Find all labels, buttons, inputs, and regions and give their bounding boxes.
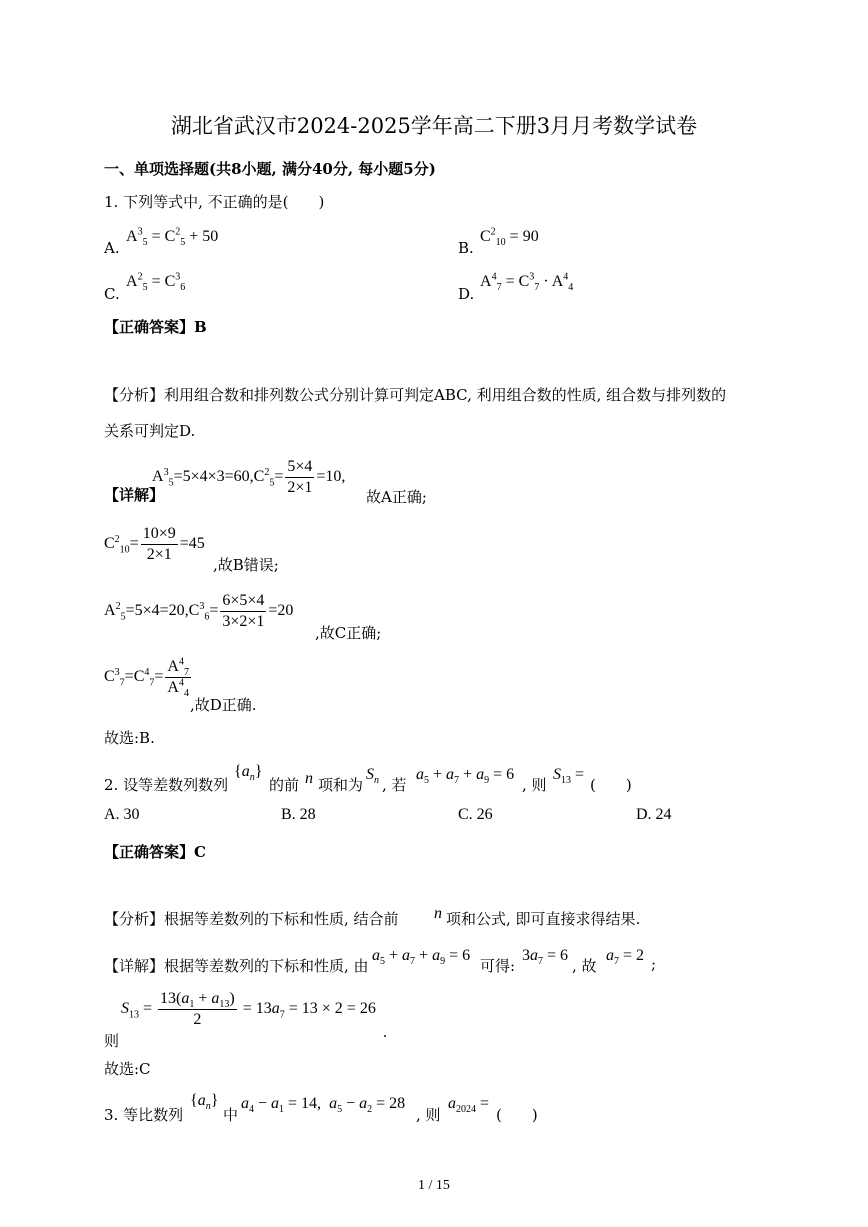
q1-choose: 故选:B. bbox=[104, 729, 155, 747]
q3-stem-condition: $a_4 - a_1 = 14$, $a_5 - a_2 = 28$ bbox=[241, 1095, 406, 1116]
q2-stem-s13: $S_{13}$ = bbox=[553, 766, 585, 787]
q2-stem-condition: $a_5 + a_7 + a_9 = 6$ bbox=[416, 766, 515, 787]
q2-analysis-part-b: 项和公式, 即可直接求得结果. bbox=[446, 910, 641, 928]
q2-analysis-part-a: 【分析】根据等差数列的下标和性质, 结合前 bbox=[104, 910, 399, 928]
q3-stem-part-d: ( ) bbox=[496, 1106, 538, 1124]
q2-option-a: A. 30 bbox=[104, 806, 140, 823]
q2-stem-seq: $\{a_n\}$ bbox=[234, 763, 263, 784]
q1-option-c-label: C. bbox=[104, 285, 120, 303]
q1-analysis-line1: 【分析】利用组合数和排列数公式分别计算可判定ABC, 利用组合数的性质, 组合数与排列数的 bbox=[104, 386, 727, 404]
q1-answer: 【正确答案】B bbox=[104, 318, 207, 336]
q1-detail-1-tail: 故A正确; bbox=[366, 488, 427, 506]
q1-detail-label: 【详解】 bbox=[104, 486, 165, 504]
q2-choose: 故选:C bbox=[104, 1060, 151, 1078]
q1-stem: 1. 下列等式中, 不正确的是( ) bbox=[104, 193, 325, 211]
q1-detail-formula-2: $C^2_{10}=$ $\frac{10\times 9}{2\times 1}$ =45 bbox=[104, 525, 205, 563]
q2-sum-formula: $S_{13}$ = $\frac{13(a_1 + a_{13})}{2}$ = $13a_7 = 13 \times 2 = 26$ bbox=[121, 990, 376, 1028]
q1-detail-formula-1: $A^3_5=5\times 4\times 3=60,C^2_5=$ $\frac{5\times 4}{2\times 1}$ =10, bbox=[152, 458, 346, 496]
q1-detail-3-tail: ,故C正确; bbox=[315, 624, 382, 642]
q1-option-d-formula: $A^4_7 = C^3_7 \cdot A^4_4$ bbox=[480, 271, 574, 294]
q2-option-d: D. 24 bbox=[636, 806, 672, 823]
q2-stem-part-d: , 若 bbox=[382, 776, 407, 794]
q1-detail-4-tail: ,故D正确. bbox=[190, 696, 257, 714]
q2-detail-part-b: 可得: bbox=[480, 957, 516, 975]
q2-stem-n: n bbox=[305, 770, 313, 787]
q2-option-b: B. 28 bbox=[281, 806, 316, 823]
q2-then: 则 bbox=[104, 1032, 120, 1050]
q1-detail-2-tail: ,故B错误; bbox=[213, 556, 279, 574]
q1-option-b-label: B. bbox=[458, 239, 474, 257]
page-number: 1 / 15 bbox=[418, 1178, 450, 1193]
q2-detail-3a7: $3a_7 = 6$ bbox=[522, 947, 569, 968]
q2-detail-a7: $a_7 = 2$ bbox=[606, 947, 645, 968]
q1-option-a-formula: $A^3_5 = C^2_5 + 50$ bbox=[126, 226, 219, 249]
q2-stem-part-f: ( ) bbox=[590, 776, 632, 794]
q1-option-d-label: D. bbox=[458, 285, 475, 303]
q1-detail-formula-4: $C^3_7=C^4_7=$ $\frac{A^4_7}{A^4_4}$ bbox=[104, 656, 189, 700]
q1-option-a-label: A. bbox=[104, 239, 120, 257]
q2-detail-part-d: ; bbox=[651, 955, 657, 973]
q3-stem-part-b: 中 bbox=[223, 1106, 239, 1124]
q2-stem-part-e: , 则 bbox=[522, 776, 547, 794]
q1-analysis-line2: 关系可判定D. bbox=[104, 422, 196, 440]
q2-option-c: C. 26 bbox=[458, 806, 493, 823]
q2-detail-part-c: , 故 bbox=[572, 957, 597, 975]
q2-sum-period: . bbox=[383, 1024, 387, 1041]
q2-stem-sn: $S_n$ bbox=[366, 766, 379, 787]
page-title: 湖北省武汉市2024-2025学年高二下册3月月考数学试卷 bbox=[170, 114, 698, 138]
section-heading: 一、单项选择题(共8小题, 满分40分, 每小题5分) bbox=[104, 160, 436, 178]
q2-stem-part-b: 的前 bbox=[269, 776, 300, 794]
q2-stem-part-a: 2. 设等差数列数列 bbox=[104, 776, 229, 794]
q2-analysis-n: n bbox=[434, 905, 442, 922]
q2-answer: 【正确答案】C bbox=[104, 843, 206, 861]
q3-stem-part-a: 3. 等比数列 bbox=[104, 1106, 184, 1124]
q1-option-b-formula: $C^2_{10} = 90$ bbox=[480, 226, 539, 249]
q1-option-c-formula: $A^2_5 = C^3_6$ bbox=[126, 271, 186, 294]
q3-stem-part-c: , 则 bbox=[416, 1106, 441, 1124]
q3-stem-a2024: $a_{2024}$ = bbox=[448, 1095, 490, 1116]
q1-detail-formula-3: $A^2_5=5\times 4=20,C^3_6=$ $\frac{6\times 5\times 4}{3\times 2\times 1}$ =20 bbox=[104, 592, 294, 630]
q2-stem-part-c: 项和为 bbox=[318, 776, 364, 794]
q2-detail-condition: $a_5 + a_7 + a_9 = 6$ bbox=[372, 947, 471, 968]
q3-stem-seq: $\{a_n\}$ bbox=[190, 1092, 219, 1113]
q2-detail-part-a: 【详解】根据等差数列的下标和性质, 由 bbox=[104, 957, 369, 975]
